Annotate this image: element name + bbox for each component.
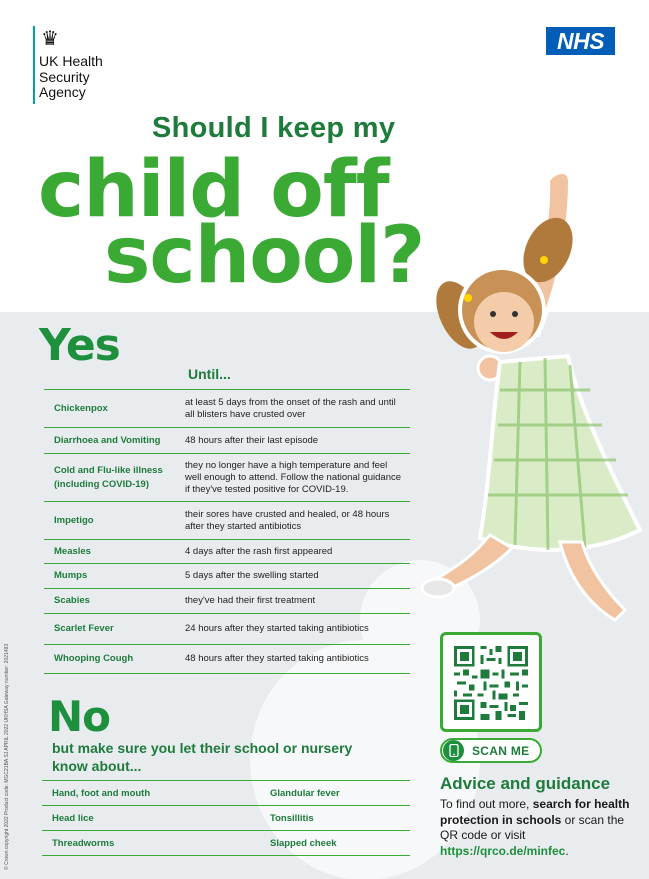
agency-name: [39, 54, 139, 101]
table-row: [44, 563, 410, 588]
table-row: [44, 501, 410, 539]
table-row: [44, 427, 410, 453]
until-cell: their sores have crusted and healed, or 48 hours after they started antibiotics: [185, 508, 390, 532]
no-heading: No: [48, 692, 111, 741]
advice-text-part: To find out more,: [440, 797, 533, 811]
condition-cell: Cold and Flu-like illness (including COVID-19): [54, 464, 163, 490]
table-row: [44, 453, 410, 501]
condition-cell: Tonsillitis: [270, 812, 314, 824]
until-cell: 5 days after the swelling started: [185, 570, 319, 581]
condition-cell: Hand, foot and mouth: [52, 787, 151, 799]
advice-text-end: .: [565, 843, 569, 858]
advice-text-part: or scan the QR code or visit: [440, 812, 625, 842]
qr-code-icon: [454, 646, 528, 720]
qr-code[interactable]: [440, 632, 542, 732]
table-row: [42, 805, 410, 830]
until-cell: they've had their first treatment: [185, 595, 316, 606]
condition-cell: Measles: [54, 545, 91, 557]
crown-crest-icon: ♛: [41, 28, 59, 50]
condition-cell: Chickenpox: [54, 402, 108, 414]
copyright-text: © Crown copyright 2022 Product code: MGC21BA SJ APRIL 2022 UKHSA Gateway number: 2021483: [4, 643, 10, 870]
yes-heading: Yes: [39, 320, 120, 371]
nhs-logo: NHS: [546, 27, 615, 55]
table-row: [44, 644, 410, 673]
title-line-3: school?: [104, 211, 425, 301]
agency-line: Agency: [39, 84, 86, 100]
until-cell: 24 hours after they started taking antibiotics: [185, 623, 369, 634]
condition-cell: Threadworms: [52, 837, 115, 849]
table-row: [44, 389, 410, 427]
until-cell: 48 hours after they started taking antibiotics: [185, 653, 369, 664]
table-row: [44, 539, 410, 563]
advice-title: Advice and guidance: [440, 774, 611, 793]
scan-me-label: SCAN ME: [472, 743, 530, 758]
phone-icon: [443, 740, 464, 761]
condition-cell: Scarlet Fever: [54, 623, 114, 634]
table-row: [44, 588, 410, 613]
condition-cell: Glandular fever: [270, 787, 340, 799]
ukhsa-logo: [33, 26, 123, 106]
jumping-girl-image: [420, 150, 649, 630]
advice-text: [440, 797, 640, 859]
condition-cell: Diarrhoea and Vomiting: [54, 434, 161, 446]
condition-cell: Mumps: [54, 570, 88, 581]
condition-cell: Slapped cheek: [270, 837, 337, 849]
no-table: [42, 780, 410, 856]
advice-search-phrase: search for health protection in schools: [440, 797, 630, 827]
logo-bar: [33, 26, 35, 104]
table-row: [42, 780, 410, 805]
scan-me-button[interactable]: [440, 738, 542, 763]
until-heading: Until...: [188, 366, 231, 382]
table-bottom-rule: [44, 673, 410, 674]
table-row: [44, 613, 410, 644]
until-cell: 4 days after the rash first appeared: [185, 545, 333, 557]
table-row: [42, 830, 410, 855]
condition-cell: Impetigo: [54, 514, 94, 526]
agency-line: Security: [39, 68, 90, 85]
yes-table: [44, 389, 410, 674]
until-cell: at least 5 days from the onset of the rash and until all blisters have crusted over: [185, 396, 396, 420]
until-cell: they no longer have a high temperature and feel well enough to attend. Follow the national guidance if they've tested positive for COVID-19.: [185, 459, 402, 495]
condition-cell: Head lice: [52, 812, 94, 824]
agency-line: UK Health: [39, 53, 103, 69]
condition-cell: Scabies: [54, 595, 90, 606]
advice-link[interactable]: https://qrco.de/minfec: [440, 843, 566, 858]
no-subheading: but make sure you let their school or nursery know about...: [52, 740, 353, 774]
title-line-1: Should I keep my: [152, 112, 396, 144]
title-line-2: child off: [38, 145, 389, 235]
until-cell: 48 hours after their last episode: [185, 434, 319, 446]
table-bottom-rule: [42, 855, 410, 856]
condition-cell: Whooping Cough: [54, 653, 134, 664]
